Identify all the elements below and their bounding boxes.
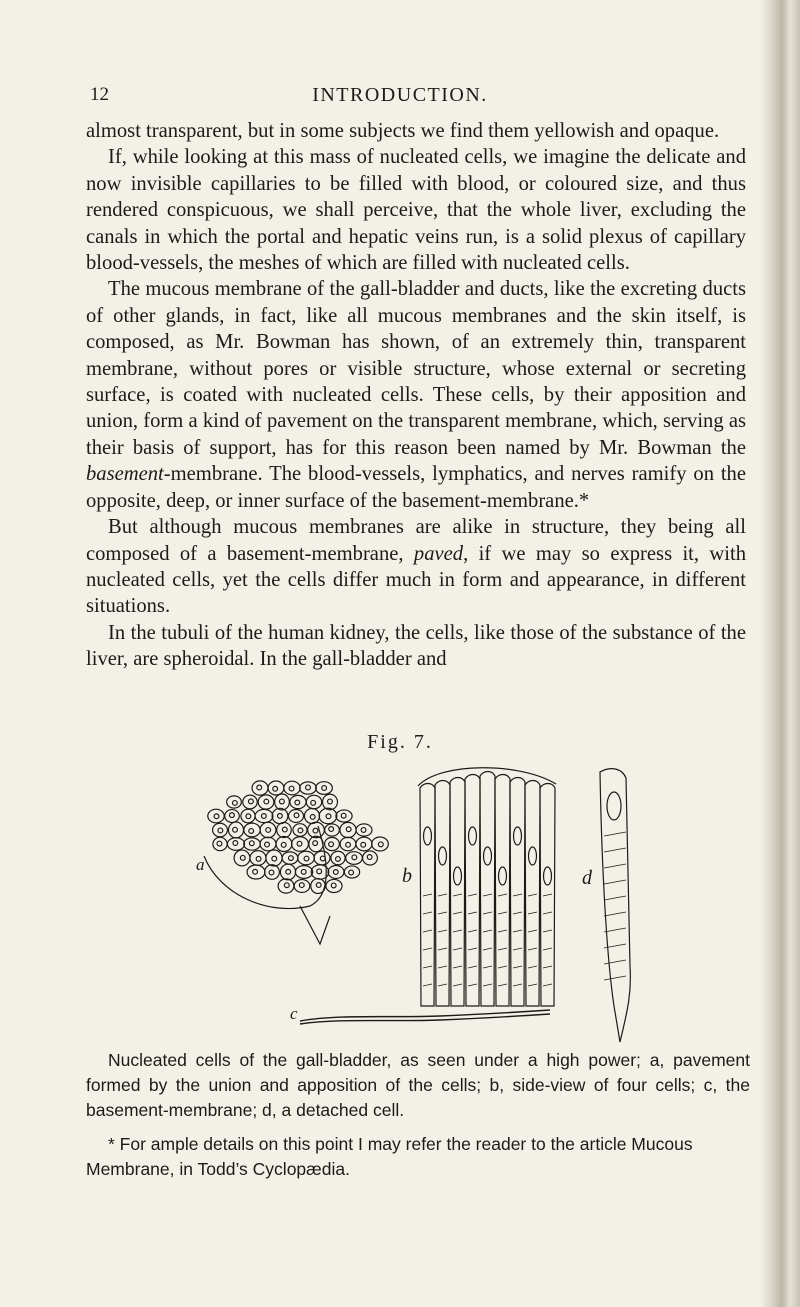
italic-term: paved bbox=[413, 542, 464, 565]
columnar-cell bbox=[480, 772, 495, 1007]
pavement-cell bbox=[346, 852, 363, 865]
pavement-cell bbox=[336, 810, 352, 822]
columnar-cell bbox=[495, 775, 510, 1007]
cell-nucleus bbox=[240, 855, 245, 860]
cell-nucleus bbox=[273, 786, 278, 791]
paragraph-text: But although mucous membranes are alike in structure, they being all composed of a basement-membrane, bbox=[86, 516, 746, 565]
cell-nucleus bbox=[214, 814, 219, 819]
cell-nucleus bbox=[499, 867, 507, 885]
page-header bbox=[0, 84, 800, 114]
pavement-cell bbox=[340, 837, 356, 851]
cell-nucleus bbox=[361, 828, 366, 833]
pavement-cell bbox=[363, 851, 378, 865]
figure-caption-text: Nucleated cells of the gall-bladder, as seen under a high power; a, pavement formed by the union and apposition of the cells; b, side-view of four cells; c, the basement-membrane; d, a detached cell. bbox=[86, 1050, 750, 1120]
pavement-cell bbox=[255, 809, 273, 822]
pavement-cell bbox=[292, 837, 309, 852]
pavement-cell bbox=[356, 837, 372, 851]
pavement-cell bbox=[266, 850, 282, 866]
cell-nucleus bbox=[316, 883, 321, 888]
pavement-cell bbox=[308, 822, 325, 837]
pavement-cell bbox=[277, 822, 292, 837]
figure-a-pavement-illustration bbox=[204, 781, 388, 944]
figure-label-c: c bbox=[290, 1004, 298, 1023]
cell-nucleus bbox=[281, 842, 286, 847]
paragraph-text: In the tubuli of the human kidney, the cells, like those of the substance of the liver, are spheroidal. In the gall-bladder and bbox=[86, 621, 746, 671]
cell-nucleus bbox=[352, 855, 357, 860]
cell-nucleus bbox=[439, 847, 447, 865]
pavement-cell bbox=[244, 838, 260, 850]
cell-nucleus bbox=[289, 786, 294, 791]
cell-nucleus bbox=[346, 827, 351, 832]
cell-nucleus bbox=[367, 855, 372, 860]
pavement-cell bbox=[294, 880, 310, 893]
cell-nucleus bbox=[378, 842, 383, 847]
cell-nucleus bbox=[217, 841, 222, 846]
cell-nucleus bbox=[304, 856, 309, 861]
pavement-cell bbox=[326, 879, 342, 892]
cell-nucleus bbox=[298, 828, 303, 833]
cell-nucleus bbox=[322, 786, 327, 791]
pavement-cell bbox=[293, 824, 307, 837]
cell-nucleus bbox=[265, 842, 270, 847]
pavement-cell bbox=[278, 879, 294, 893]
cell-nucleus bbox=[349, 870, 354, 875]
pavement-cell bbox=[213, 823, 228, 837]
body-paragraph bbox=[86, 118, 746, 144]
cell-nucleus bbox=[261, 814, 266, 819]
cell-nucleus bbox=[278, 813, 283, 818]
paragraph-text: If, while looking at this mass of nucleated cells, we imagine the delicate and now invisible capillaries to be filled with blood, or coloured size, and thus rendered conspicuous, we shall perceive, that the whole liver, excluding the canals in which the portal and hepatic veins run, is a solid plexus of capillary blood-vessels, the meshes of which are filled with nucleated cells. bbox=[86, 146, 746, 275]
cell-nucleus bbox=[313, 828, 318, 833]
cell-nucleus bbox=[454, 867, 462, 885]
cell-nucleus bbox=[299, 883, 304, 888]
pavement-cell bbox=[304, 808, 319, 823]
pavement-cell bbox=[298, 851, 315, 865]
pavement-cell bbox=[295, 866, 312, 879]
pavement-cell bbox=[314, 851, 330, 865]
cell-nucleus bbox=[249, 841, 254, 846]
cell-nucleus bbox=[544, 867, 552, 885]
paragraph-text: The mucous membrane of the gall-bladder and ducts, like the excreting ducts of other glands, in fact, like all mucous membranes and the skin itself, is composed, as Mr. Bowman has shown, of an extremely thin, transparent membrane, without pores or visible structure, whose external or secreting surface, is coated with nucleated cells. These cells, by their apposition and union, form a kind of pavement on the transparent membrane, which, serving as their basis of support, has for this reason been named by Mr. Bowman the bbox=[86, 278, 746, 459]
cell-nucleus bbox=[246, 814, 251, 819]
cell-nucleus bbox=[326, 814, 331, 819]
columnar-cell bbox=[510, 778, 525, 1007]
pavement-cell bbox=[225, 810, 240, 823]
cell-nucleus bbox=[295, 800, 300, 805]
running-head: INTRODUCTION. bbox=[312, 84, 488, 106]
cell-nucleus bbox=[294, 813, 299, 818]
cell-nucleus bbox=[249, 829, 254, 834]
detached-cell-outline bbox=[600, 769, 630, 1042]
cell-nucleus bbox=[336, 857, 341, 862]
paragraph-text: almost transparent, but in some subjects we find them yellowish and opaque. bbox=[86, 120, 720, 142]
pavement-cell bbox=[228, 822, 243, 838]
columnar-cell bbox=[450, 778, 465, 1007]
cell-nucleus bbox=[514, 827, 522, 845]
pavement-cell bbox=[300, 782, 317, 794]
cell-nucleus bbox=[257, 785, 262, 790]
pavement-cell bbox=[288, 810, 303, 823]
pavement-cell bbox=[319, 808, 337, 823]
pavement-cell bbox=[265, 865, 280, 880]
cell-nucleus bbox=[264, 799, 269, 804]
figure-label-a: a bbox=[196, 855, 205, 874]
body-paragraph bbox=[86, 144, 746, 276]
cell-nucleus bbox=[313, 841, 318, 846]
pavement-cell bbox=[234, 850, 250, 866]
cell-nucleus bbox=[284, 883, 289, 888]
figure-c-basement-membrane bbox=[300, 1010, 550, 1024]
pavement-cell bbox=[272, 808, 288, 823]
cell-nucleus bbox=[279, 799, 284, 804]
cell-nucleus bbox=[266, 828, 271, 833]
cell-nucleus bbox=[311, 800, 316, 805]
page-edge-shadow bbox=[760, 0, 800, 1307]
pavement-cell bbox=[260, 822, 276, 837]
cell-nucleus bbox=[253, 869, 258, 874]
cell-nucleus bbox=[218, 828, 223, 833]
pavement-cell bbox=[284, 781, 300, 795]
cell-nucleus bbox=[282, 827, 287, 832]
body-text bbox=[86, 118, 746, 673]
cell-nucleus bbox=[329, 842, 334, 847]
pavement-cell bbox=[227, 796, 242, 808]
pavement-cell bbox=[213, 837, 227, 850]
pavement-cell bbox=[344, 866, 359, 878]
pavement-cell bbox=[250, 851, 266, 866]
cell-nucleus bbox=[233, 827, 238, 832]
pavement-cell bbox=[247, 865, 265, 879]
cell-nucleus bbox=[331, 883, 336, 888]
figure-d-detached-cell bbox=[600, 769, 630, 1042]
figure-label-d: d bbox=[582, 867, 592, 889]
cell-nucleus bbox=[607, 792, 621, 820]
figure-title: Fig. 7. bbox=[367, 731, 433, 753]
cell-nucleus bbox=[310, 815, 315, 820]
pavement-cell bbox=[260, 837, 276, 851]
cell-nucleus bbox=[484, 847, 492, 865]
pavement-cell bbox=[328, 865, 344, 878]
figure-b-side-view-illustration bbox=[418, 768, 556, 1006]
pavement-cell bbox=[241, 809, 255, 823]
cell-nucleus bbox=[341, 813, 346, 818]
body-paragraph bbox=[86, 514, 746, 620]
pavement-cell bbox=[331, 851, 345, 864]
cell-nucleus bbox=[320, 856, 325, 861]
italic-term: basement bbox=[86, 463, 164, 486]
cell-nucleus bbox=[529, 847, 537, 865]
pavement-cell bbox=[280, 864, 295, 880]
pavement-cell bbox=[325, 837, 340, 850]
cell-nucleus bbox=[272, 856, 277, 861]
pavement-cell bbox=[258, 795, 274, 809]
cell-nucleus bbox=[424, 827, 432, 845]
pavement-cell bbox=[276, 837, 292, 852]
pavement-cell bbox=[208, 809, 224, 823]
cell-nucleus bbox=[317, 869, 322, 874]
pavement-cell bbox=[340, 822, 356, 837]
pavement-cell bbox=[323, 794, 338, 810]
pavement-cell bbox=[325, 824, 340, 836]
footnote bbox=[86, 1132, 750, 1182]
cell-nucleus bbox=[289, 856, 294, 861]
cell-nucleus bbox=[301, 869, 306, 874]
pavement-cell bbox=[275, 794, 290, 810]
columnar-cell bbox=[525, 781, 540, 1007]
body-paragraph bbox=[86, 620, 746, 673]
paragraph-text: , if we may so express it, with nucleated cells, yet the cells differ much in form and appearance, in different situations. bbox=[86, 542, 746, 618]
cell-nucleus bbox=[328, 799, 333, 804]
footnote-text: * For ample details on this point I may refer the reader to the article Mucous Membrane, in Todd’s Cyclopædia. bbox=[86, 1134, 693, 1179]
cell-nucleus bbox=[230, 813, 235, 818]
cell-nucleus bbox=[233, 841, 238, 846]
cell-nucleus bbox=[333, 870, 338, 875]
cell-nucleus bbox=[469, 827, 477, 845]
cell-nucleus bbox=[232, 801, 237, 806]
cell-nucleus bbox=[297, 841, 302, 846]
cell-nucleus bbox=[306, 785, 311, 790]
figure-nucleated-cells bbox=[190, 766, 710, 1046]
pavement-cell bbox=[316, 782, 333, 795]
cell-nucleus bbox=[329, 827, 334, 832]
pavement-cell bbox=[356, 824, 372, 836]
body-paragraph bbox=[86, 276, 746, 514]
pavement-cell bbox=[252, 781, 268, 795]
cell-nucleus bbox=[286, 869, 291, 874]
pavement-cell bbox=[282, 852, 298, 864]
cell-nucleus bbox=[256, 856, 261, 861]
figure-caption bbox=[86, 1048, 750, 1123]
columnar-cell bbox=[435, 781, 450, 1007]
cell-nucleus bbox=[346, 842, 351, 847]
pavement-cell bbox=[306, 795, 321, 808]
pavement-cell bbox=[290, 795, 306, 808]
paragraph-text: -membrane. The blood-vessels, lymphatics, and nerves ramify on the opposite, deep, or inner surface of the basement-membrane.* bbox=[86, 463, 746, 512]
cell-nucleus bbox=[269, 870, 274, 875]
columnar-cell bbox=[465, 775, 480, 1007]
pavement-cell bbox=[268, 781, 284, 795]
figure-label-b: b bbox=[402, 865, 412, 887]
cell-nucleus bbox=[249, 799, 254, 804]
page-number: 12 bbox=[90, 84, 109, 105]
pavement-cell bbox=[243, 795, 257, 809]
pavement-cell bbox=[244, 823, 260, 837]
pavement-cell bbox=[372, 837, 389, 851]
pavement-cell bbox=[227, 838, 244, 851]
cell-nucleus bbox=[361, 842, 366, 847]
